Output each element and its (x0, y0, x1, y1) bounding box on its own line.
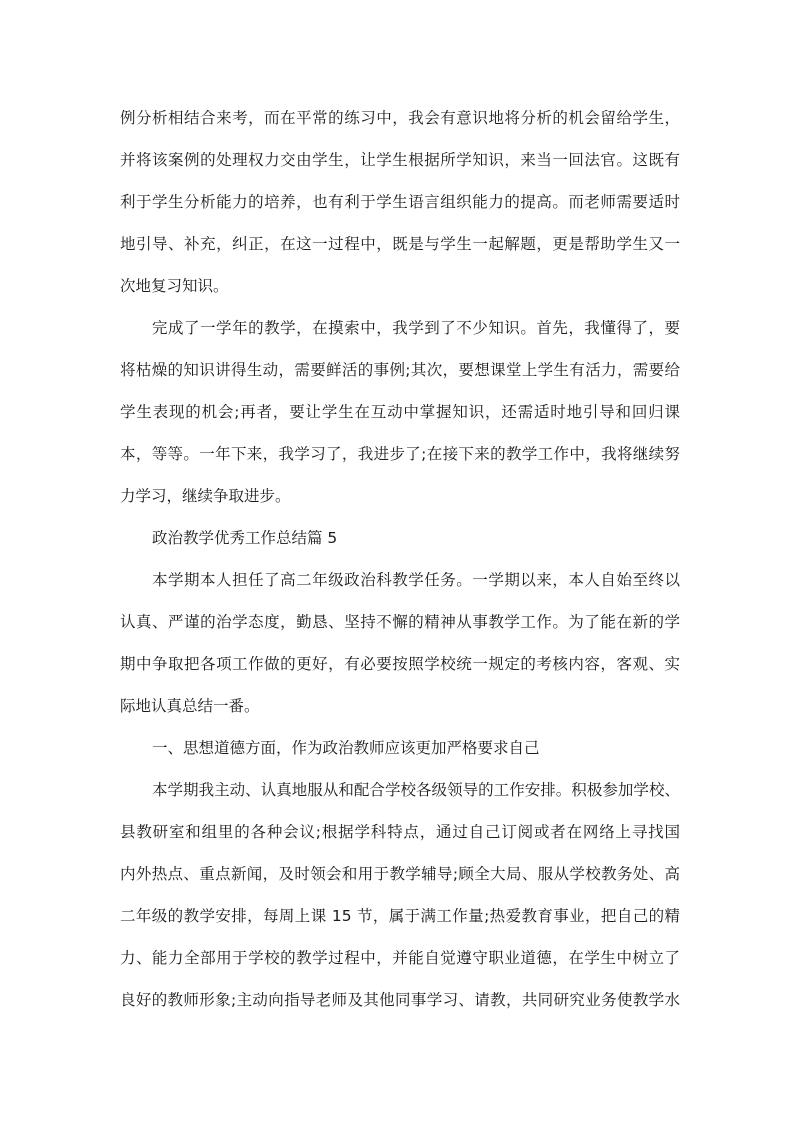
paragraph-line: 期中争取把各项工作做的更好，有必要按照学校统一规定的考核内容，客观、实 (120, 655, 680, 673)
paragraph-line: 将枯燥的知识讲得生动，需要鲜活的事例;其次，要想课堂上学生有活力，需要给 (120, 361, 680, 379)
subsection-heading: 一、思想道德方面，作为政治教师应该更加严格要求自己 (152, 739, 540, 757)
paragraph-line: 本学期本人担任了高二年级政治科教学任务。一学期以来，本人自始至终以 (152, 571, 680, 589)
paragraph-line: 力、能力全部用于学校的教学过程中，并能自觉遵守职业道德，在学生中树立了 (120, 949, 680, 967)
paragraph-line: 认真、严谨的治学态度，勤恳、坚持不懈的精神从事教学工作。为了能在新的学 (120, 613, 680, 631)
paragraph-line: 学生表现的机会;再者，要让学生在互动中掌握知识，还需适时地引导和回归课 (120, 403, 680, 421)
paragraph-line: 良好的教师形象;主动向指导老师及其他同事学习、请教，共同研究业务使教学水 (120, 991, 680, 1009)
paragraph-line: 县教研室和组里的各种会议;根据学科特点，通过自己订阅或者在网络上寻找国 (120, 823, 680, 841)
paragraph-line: 内外热点、重点新闻，及时领会和用于教学辅导;顾全大局、服从学校教务处、高 (120, 865, 680, 883)
section-heading: 政治教学优秀工作总结篇 5 (152, 529, 338, 547)
paragraph-line: 利于学生分析能力的培养，也有利于学生语言组织能力的提高。而老师需要适时 (120, 193, 680, 211)
paragraph-line: 例分析相结合来考，而在平常的练习中，我会有意识地将分析的机会留给学生， (120, 109, 680, 127)
paragraph-line: 力学习，继续争取进步。 (120, 487, 291, 505)
paragraph-line: 地引导、补充，纠正，在这一过程中，既是与学生一起解题，更是帮助学生又一 (120, 235, 680, 253)
paragraph-line: 本，等等。一年下来，我学习了，我进步了;在接下来的教学工作中，我将继续努 (120, 445, 680, 463)
paragraph-line: 次地复习知识。 (120, 277, 229, 295)
paragraph-line: 本学期我主动、认真地服从和配合学校各级领导的工作安排。积极参加学校、 (152, 781, 680, 799)
paragraph-line: 二年级的教学安排，每周上课 15 节，属于满工作量;热爱教育事业，把自己的精 (120, 907, 680, 925)
paragraph-line: 际地认真总结一番。 (120, 697, 260, 715)
paragraph-line: 完成了一学年的教学，在摸索中，我学到了不少知识。首先，我懂得了，要 (152, 319, 680, 337)
paragraph-line: 并将该案例的处理权力交由学生，让学生根据所学知识，来当一回法官。这既有 (120, 151, 680, 169)
